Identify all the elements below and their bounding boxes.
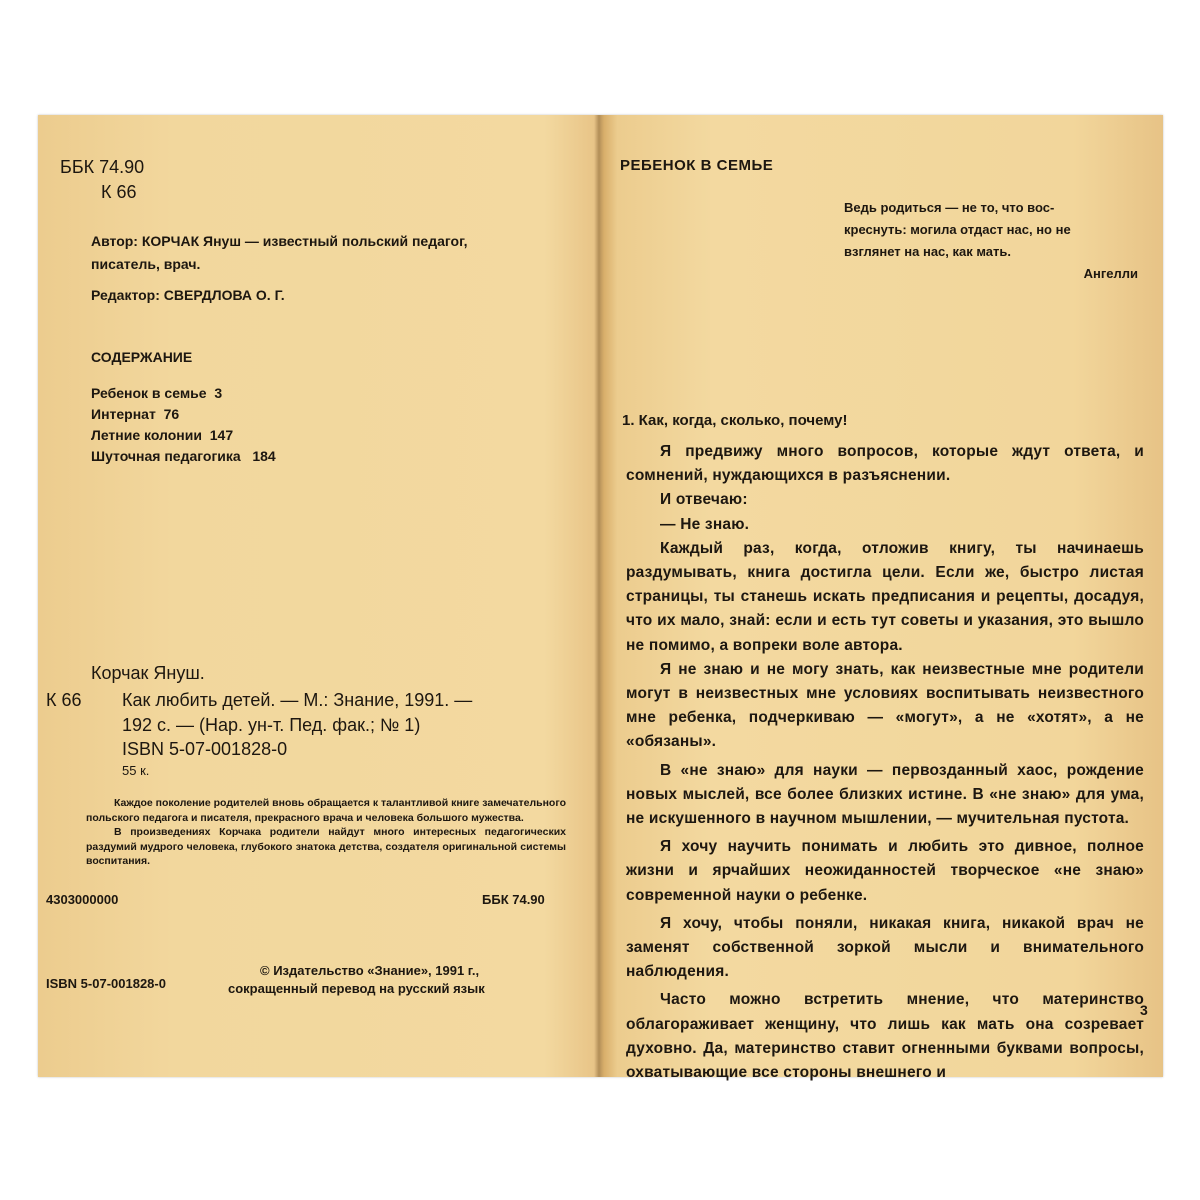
body-paragraph: И отвечаю: [660, 491, 748, 509]
author-line-2: писатель, врач. [91, 256, 201, 272]
annotation [86, 796, 566, 869]
epigraph-line: креснуть: могила отдаст нас, но не [844, 222, 1071, 237]
catalog-card-isbn: ISBN 5-07-001828-0 [122, 739, 288, 759]
chapter-header: РЕБЕНОК В СЕМЬЕ [620, 157, 774, 174]
body-paragraph: Каждый раз, когда, отложив книгу, ты начинаешь раздумывать, книга достигла цели. Если же, быстро листая страницы, ты станешь искать предписания и рецепты, досадуя, что их мало, знай: если и есть тут советы и указания, это вышло не помимо, а вопреки воле автора. [626, 539, 1144, 654]
book-spread [38, 115, 1163, 1082]
contents-item-title: Летние колонии [91, 427, 202, 443]
catalog-card-price: 55 к. [122, 763, 150, 778]
body-paragraph: Я хочу, чтобы поняли, никакая книга, никакой врач не заменят собственной зоркой мысли и внимательного наблюдения. [626, 914, 1144, 981]
contents-item [91, 427, 233, 443]
isbn-bottom: ISBN 5-07-001828-0 [46, 976, 166, 991]
contents-item-title: Интернат [91, 406, 156, 422]
epigraph-author: Ангелли [1083, 266, 1138, 281]
book-gutter [594, 115, 604, 1077]
body-paragraph: Я не знаю и не могу знать, как неизвестные мне родители могут в неизвестных мне условиях воспитывать неизвестного мне ребенка, подчеркиваю — «могут», а не «хотят», а не «обязаны». [626, 660, 1144, 751]
catalog-card-author: Корчак Януш. [91, 663, 205, 683]
bbk-code-bottom: ББК 74.90 [482, 892, 545, 907]
left-page [38, 115, 594, 1077]
body-paragraph: В «не знаю» для науки — первозданный хаос, рождение новых мыслей, все более близких истине. В «не знаю» для ума, не искушенного в научном мышлении, — мучительная пустота. [626, 761, 1144, 828]
author-line-1: Автор: КОРЧАК Януш — известный польский педагог, [91, 233, 468, 249]
contents-heading: СОДЕРЖАНИЕ [91, 349, 193, 365]
contents-item-page: 184 [252, 448, 276, 464]
k-code-top: К 66 [101, 182, 137, 202]
contents-item-page: 76 [163, 406, 180, 422]
contents-item-title: Шуточная педагогика [91, 448, 241, 464]
right-page [604, 115, 1163, 1082]
annotation-paragraph: В произведениях Корчака родители найдут много интересных педагогических раздумий мудрого человека, глубокого знатока детства, создателя оригинальной системы воспитания. [86, 826, 566, 867]
catalog-card-line-1: Как любить детей. — М.: Знание, 1991. — [122, 690, 473, 710]
catalog-card-k-code: К 66 [46, 690, 82, 710]
epigraph-line: взглянет на нас, как мать. [844, 244, 1012, 259]
page-number: 3 [1140, 1002, 1148, 1018]
bbk-code-top: ББК 74.90 [60, 157, 145, 177]
contents-item-title: Ребенок в семье [91, 385, 207, 401]
section-title: 1. Как, когда, сколько, почему! [622, 412, 848, 429]
body-paragraph: Я хочу научить понимать и любить это дивное, полное жизни и ярчайших неожиданностей творческое «не знаю» современной науки о ребенке. [626, 838, 1144, 904]
body-paragraph: Часто можно встретить мнение, что материнство облагораживает женщину, что лишь как мать она созревает духовно. Да, материнство ставит огненными буквами вопросы, охватывающие все стороны внешнего и [626, 991, 1144, 1082]
contents-item [91, 448, 276, 464]
epigraph-line: Ведь родиться — не то, что вос- [844, 200, 1055, 215]
publisher-code: 4303000000 [46, 892, 119, 907]
contents-item [91, 406, 179, 422]
editor-line: Редактор: СВЕРДЛОВА О. Г. [91, 287, 285, 303]
body-text [626, 440, 1144, 1085]
epigraph [844, 197, 1144, 285]
annotation-paragraph: Каждое поколение родителей вновь обращается к талантливой книге замечательного польского педагога и писателя, прекрасного врача и человека большого мужества. [86, 797, 566, 824]
contents-item-page: 147 [209, 427, 234, 443]
copyright-line-1: © Издательство «Знание», 1991 г., [260, 963, 480, 978]
body-paragraph: — Не знаю. [660, 515, 750, 533]
body-paragraph: Я предвижу много вопросов, которые ждут ответа, и сомнений, нуждающихся в разъяснении. [626, 443, 1144, 485]
copyright-line-2: сокращенный перевод на русский язык [228, 981, 485, 996]
catalog-card-line-2: 192 с. — (Нар. ун-т. Пед. фак.; № 1) [122, 715, 421, 735]
contents-item-page: 3 [214, 385, 223, 401]
contents-item [91, 385, 222, 401]
